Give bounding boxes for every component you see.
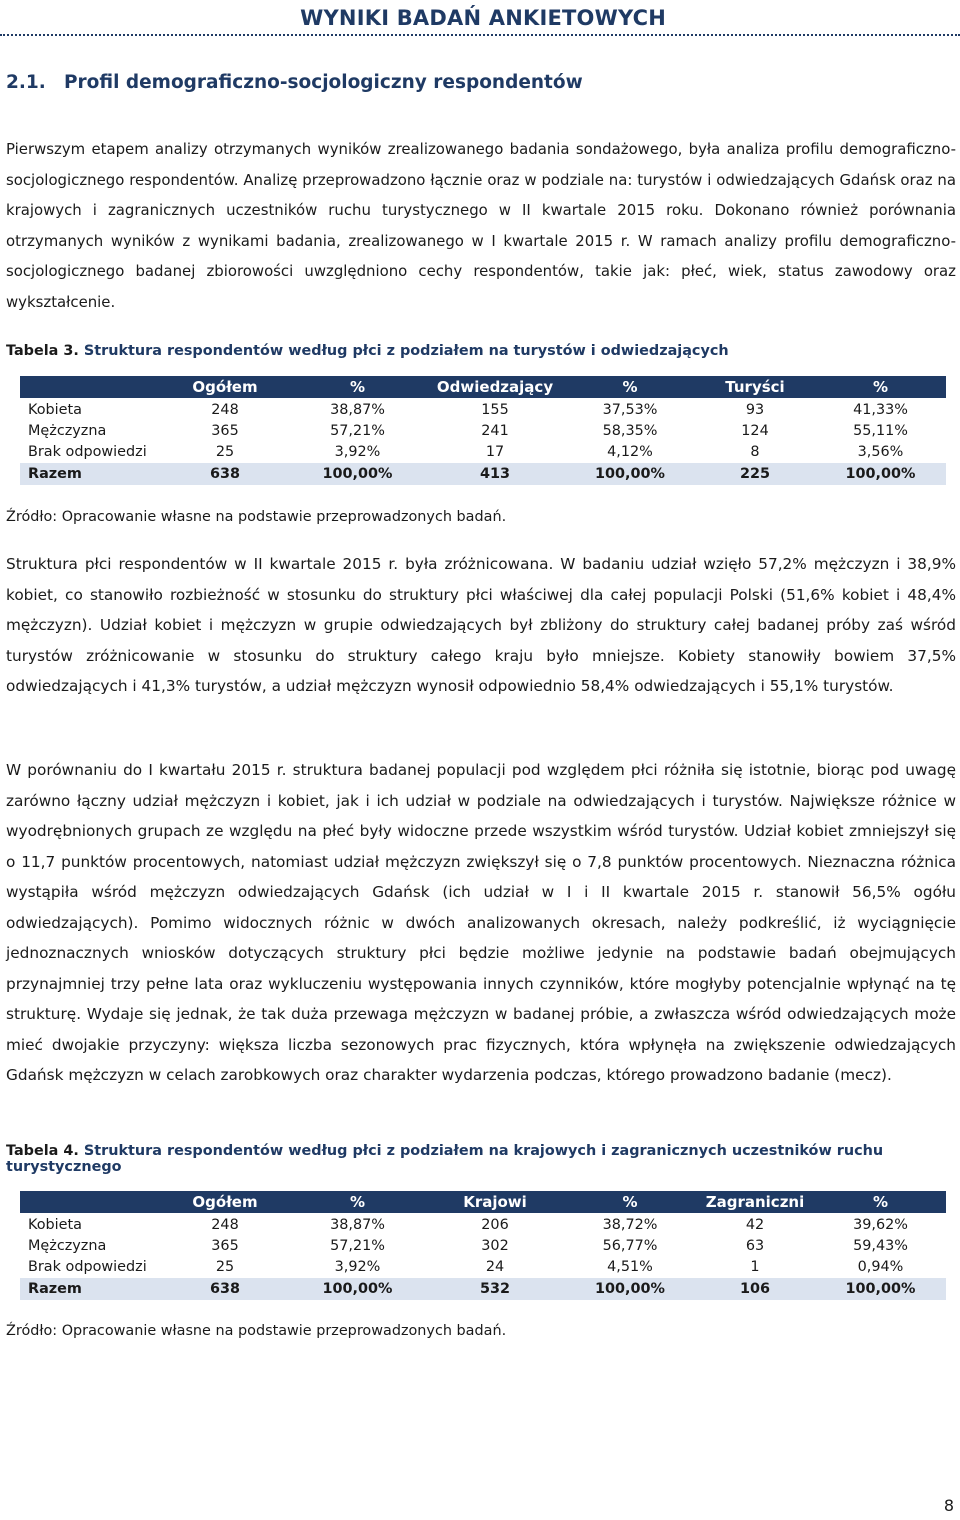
table3-header-corner [20, 376, 160, 398]
table4-header-cell: Ogółem [160, 1191, 290, 1213]
table3-header-cell: Odwiedzający [425, 376, 565, 398]
table-cell: 8 [750, 443, 760, 460]
total-label: Razem [20, 1278, 160, 1300]
table-total-row [20, 463, 946, 485]
table-total-row [20, 1278, 946, 1300]
table3-label: Tabela 3. [6, 343, 79, 359]
row-label: Brak odpowiedzi [28, 1258, 147, 1275]
total-label: Razem [20, 463, 160, 485]
table4-label: Tabela 4. [6, 1143, 79, 1159]
table4-title: Struktura respondentów według płci z podziałem na krajowych i zagranicznych uczestników ruchu turystycznego [6, 1143, 884, 1175]
table-cell: 24 [485, 1258, 505, 1275]
table-cell: 100,00% [290, 1278, 425, 1300]
table-cell: 100,00% [565, 1278, 695, 1300]
row-label: Kobieta [28, 1216, 82, 1233]
table3-title: Struktura respondentów według płci z podziałem na turystów i odwiedzających [83, 343, 729, 359]
table-row [20, 400, 946, 419]
table-cell: 365 [211, 422, 239, 439]
table-cell: 41,33% [853, 401, 908, 418]
header-divider [0, 34, 960, 36]
table-row [20, 1257, 946, 1276]
table-cell: 1 [750, 1258, 760, 1275]
table-cell: 25 [215, 1258, 235, 1275]
table-cell: 0,94% [857, 1258, 904, 1275]
running-header-title: WYNIKI BADAŃ ANKIETOWYCH [300, 6, 666, 30]
table3 [20, 374, 946, 487]
table-cell: 63 [745, 1237, 765, 1254]
table-cell: 3,56% [857, 443, 904, 460]
table-cell: 100,00% [815, 463, 946, 485]
table-cell: 100,00% [290, 463, 425, 485]
table4 [20, 1189, 946, 1302]
table-row [20, 1215, 946, 1234]
table-cell: 4,12% [607, 443, 653, 460]
table-cell: 241 [481, 422, 509, 439]
table-cell: 59,43% [853, 1237, 908, 1254]
table-cell: 42 [745, 1216, 765, 1233]
table-row [20, 1236, 946, 1255]
table-cell: 100,00% [815, 1278, 946, 1300]
table-cell: 39,62% [853, 1216, 908, 1233]
table3-header-row [20, 376, 946, 398]
table-cell: 25 [215, 443, 235, 460]
table-row [20, 421, 946, 440]
table-cell: 93 [745, 401, 765, 418]
table4-source: Źródło: Opracowanie własne na podstawie przeprowadzonych badań. [6, 1323, 507, 1339]
section-number: 2.1. [6, 72, 46, 93]
row-label: Mężczyzna [28, 422, 107, 439]
table-cell: 225 [695, 463, 815, 485]
table4-header-cell: % [290, 1191, 425, 1213]
table-cell: 58,35% [602, 422, 658, 439]
table3-header-cell: % [565, 376, 695, 398]
table-cell: 365 [211, 1237, 239, 1254]
table-cell: 57,21% [330, 422, 385, 439]
table4-header-cell: % [565, 1191, 695, 1213]
table-cell: 4,51% [607, 1258, 653, 1275]
table3-header-cell: Turyści [695, 376, 815, 398]
table-cell: 38,87% [330, 1216, 385, 1233]
table-cell: 55,11% [853, 422, 908, 439]
table-cell: 248 [211, 401, 239, 418]
table3-header-cell: % [815, 376, 946, 398]
table-cell: 248 [211, 1216, 239, 1233]
section-heading [6, 72, 583, 93]
table-cell: 17 [485, 443, 505, 460]
table-cell: 56,77% [602, 1237, 658, 1254]
table4-header-row [20, 1191, 946, 1213]
table-cell: 57,21% [330, 1237, 385, 1254]
row-label: Kobieta [28, 401, 82, 418]
table-cell: 532 [425, 1278, 565, 1300]
table4-header-cell: Zagraniczni [695, 1191, 815, 1213]
table3-header-cell: Ogółem [160, 376, 290, 398]
table-cell: 100,00% [565, 463, 695, 485]
table-cell: 38,72% [602, 1216, 658, 1233]
row-label: Brak odpowiedzi [28, 443, 147, 460]
table-cell: 124 [741, 422, 769, 439]
table-cell: 3,92% [334, 443, 381, 460]
analysis-paragraph-2: W porównaniu do I kwartału 2015 r. struktura badanej populacji pod względem płci różniła się istotnie, biorąc pod uwagę zarówno łączny udział mężczyzn i kobiet, jak i ich udział w podziale na odwiedzających i turystów. Największe różnice w wyodrębnionych grupach ze względu na płeć były widoczne przede wszystkim wśród turystów. Udział kobiet zmniejszył się o 11,7 punktów procentowych, natomiast udział mężczyzn zwiększył się o 7,8 punktów procentowych. Nieznaczna różnica wystąpiła wśród mężczyzn odwiedzających Gdańsk (ich udział w I i II kwartale 2015 r. stanowił 56,5% ogółu odwiedzających). Pomimo widocznych różnic w dwóch analizowanych okresach, należy podkreślić, iż wyciągnięcie jednoznacznych wniosków dotyczących struktury płci będzie możliwe jedynie na podstawie badań obejmujących przynajmniej trzy pełne lata oraz wykluczeniu występowania innych czynników, które mogłyby potencjalnie wpłynąć na tę strukturę. Wydaje się jednak, że tak duża przewaga mężczyzn w badanej próbie, a zwłaszcza wśród odwiedzających może mieć dwojakie przyczyny: większa liczba sezonowych prac fizycznych, która wpłynęła na zwiększenie odwiedzających Gdańsk mężczyzn w celach zarobkowych oraz charakter wydarzenia podczas, którego prowadzono badanie (mecz). [6, 761, 956, 1084]
analysis-paragraph-1: Struktura płci respondentów w II kwartale 2015 r. była zróżnicowana. W badaniu udział wzięło 57,2% mężczyzn i 38,9% kobiet, co stanowiło rozbieżność w stosunku do struktury płci właściwej dla całej populacji Polski (51,6% kobiet i 48,4% mężczyzn). Udział kobiet i mężczyzn w grupie odwiedzających był zbliżony do struktury całej badanej próby zaś wśród turystów zróżnicowanie w stosunku do struktury całego kraju było mniejsze. Kobiety stanowiły bowiem 37,5% odwiedzających i 41,3% turystów, a udział mężczyzn wynosił odpowiednio 58,4% odwiedzających i 55,1% turystów. [6, 555, 956, 695]
table-cell: 413 [425, 463, 565, 485]
table4-header-corner [20, 1191, 160, 1213]
table4-header-cell: Krajowi [425, 1191, 565, 1213]
table4-caption [6, 1143, 956, 1175]
intro-paragraph: Pierwszym etapem analizy otrzymanych wyników zrealizowanego badania sondażowego, była analiza profilu demograficzno-socjologicznego respondentów. Analizę przeprowadzono łącznie oraz w podziale na: turystów i odwiedzających Gdańsk oraz na krajowych i zagranicznych uczestników ruchu turystycznego w II kwartale 2015 roku. Dokonano również porównania otrzymanych wyników z wynikami badania, zrealizowanego w I kwartale 2015 r. W ramach analizy profilu demograficzno-socjologicznego badanej zbiorowości uwzględniono cechy respondentów, takie jak: płeć, wiek, status zawodowy oraz wykształcenie. [6, 140, 956, 311]
table3-caption [6, 343, 956, 359]
table-cell: 37,53% [602, 401, 658, 418]
table-cell: 638 [160, 1278, 290, 1300]
table3-source: Źródło: Opracowanie własne na podstawie przeprowadzonych badań. [6, 509, 507, 525]
table-cell: 302 [481, 1237, 509, 1254]
table-cell: 3,92% [334, 1258, 381, 1275]
table3-header-cell: % [290, 376, 425, 398]
table4-header-cell: % [815, 1191, 946, 1213]
table-cell: 206 [481, 1216, 509, 1233]
table-cell: 155 [481, 401, 509, 418]
table-cell: 38,87% [330, 401, 385, 418]
table-cell: 106 [695, 1278, 815, 1300]
table-cell: 638 [160, 463, 290, 485]
table-row [20, 442, 946, 461]
row-label: Mężczyzna [28, 1237, 107, 1254]
page-number: 8 [943, 1496, 954, 1515]
section-title: Profil demograficzno-socjologiczny respondentów [64, 72, 583, 93]
